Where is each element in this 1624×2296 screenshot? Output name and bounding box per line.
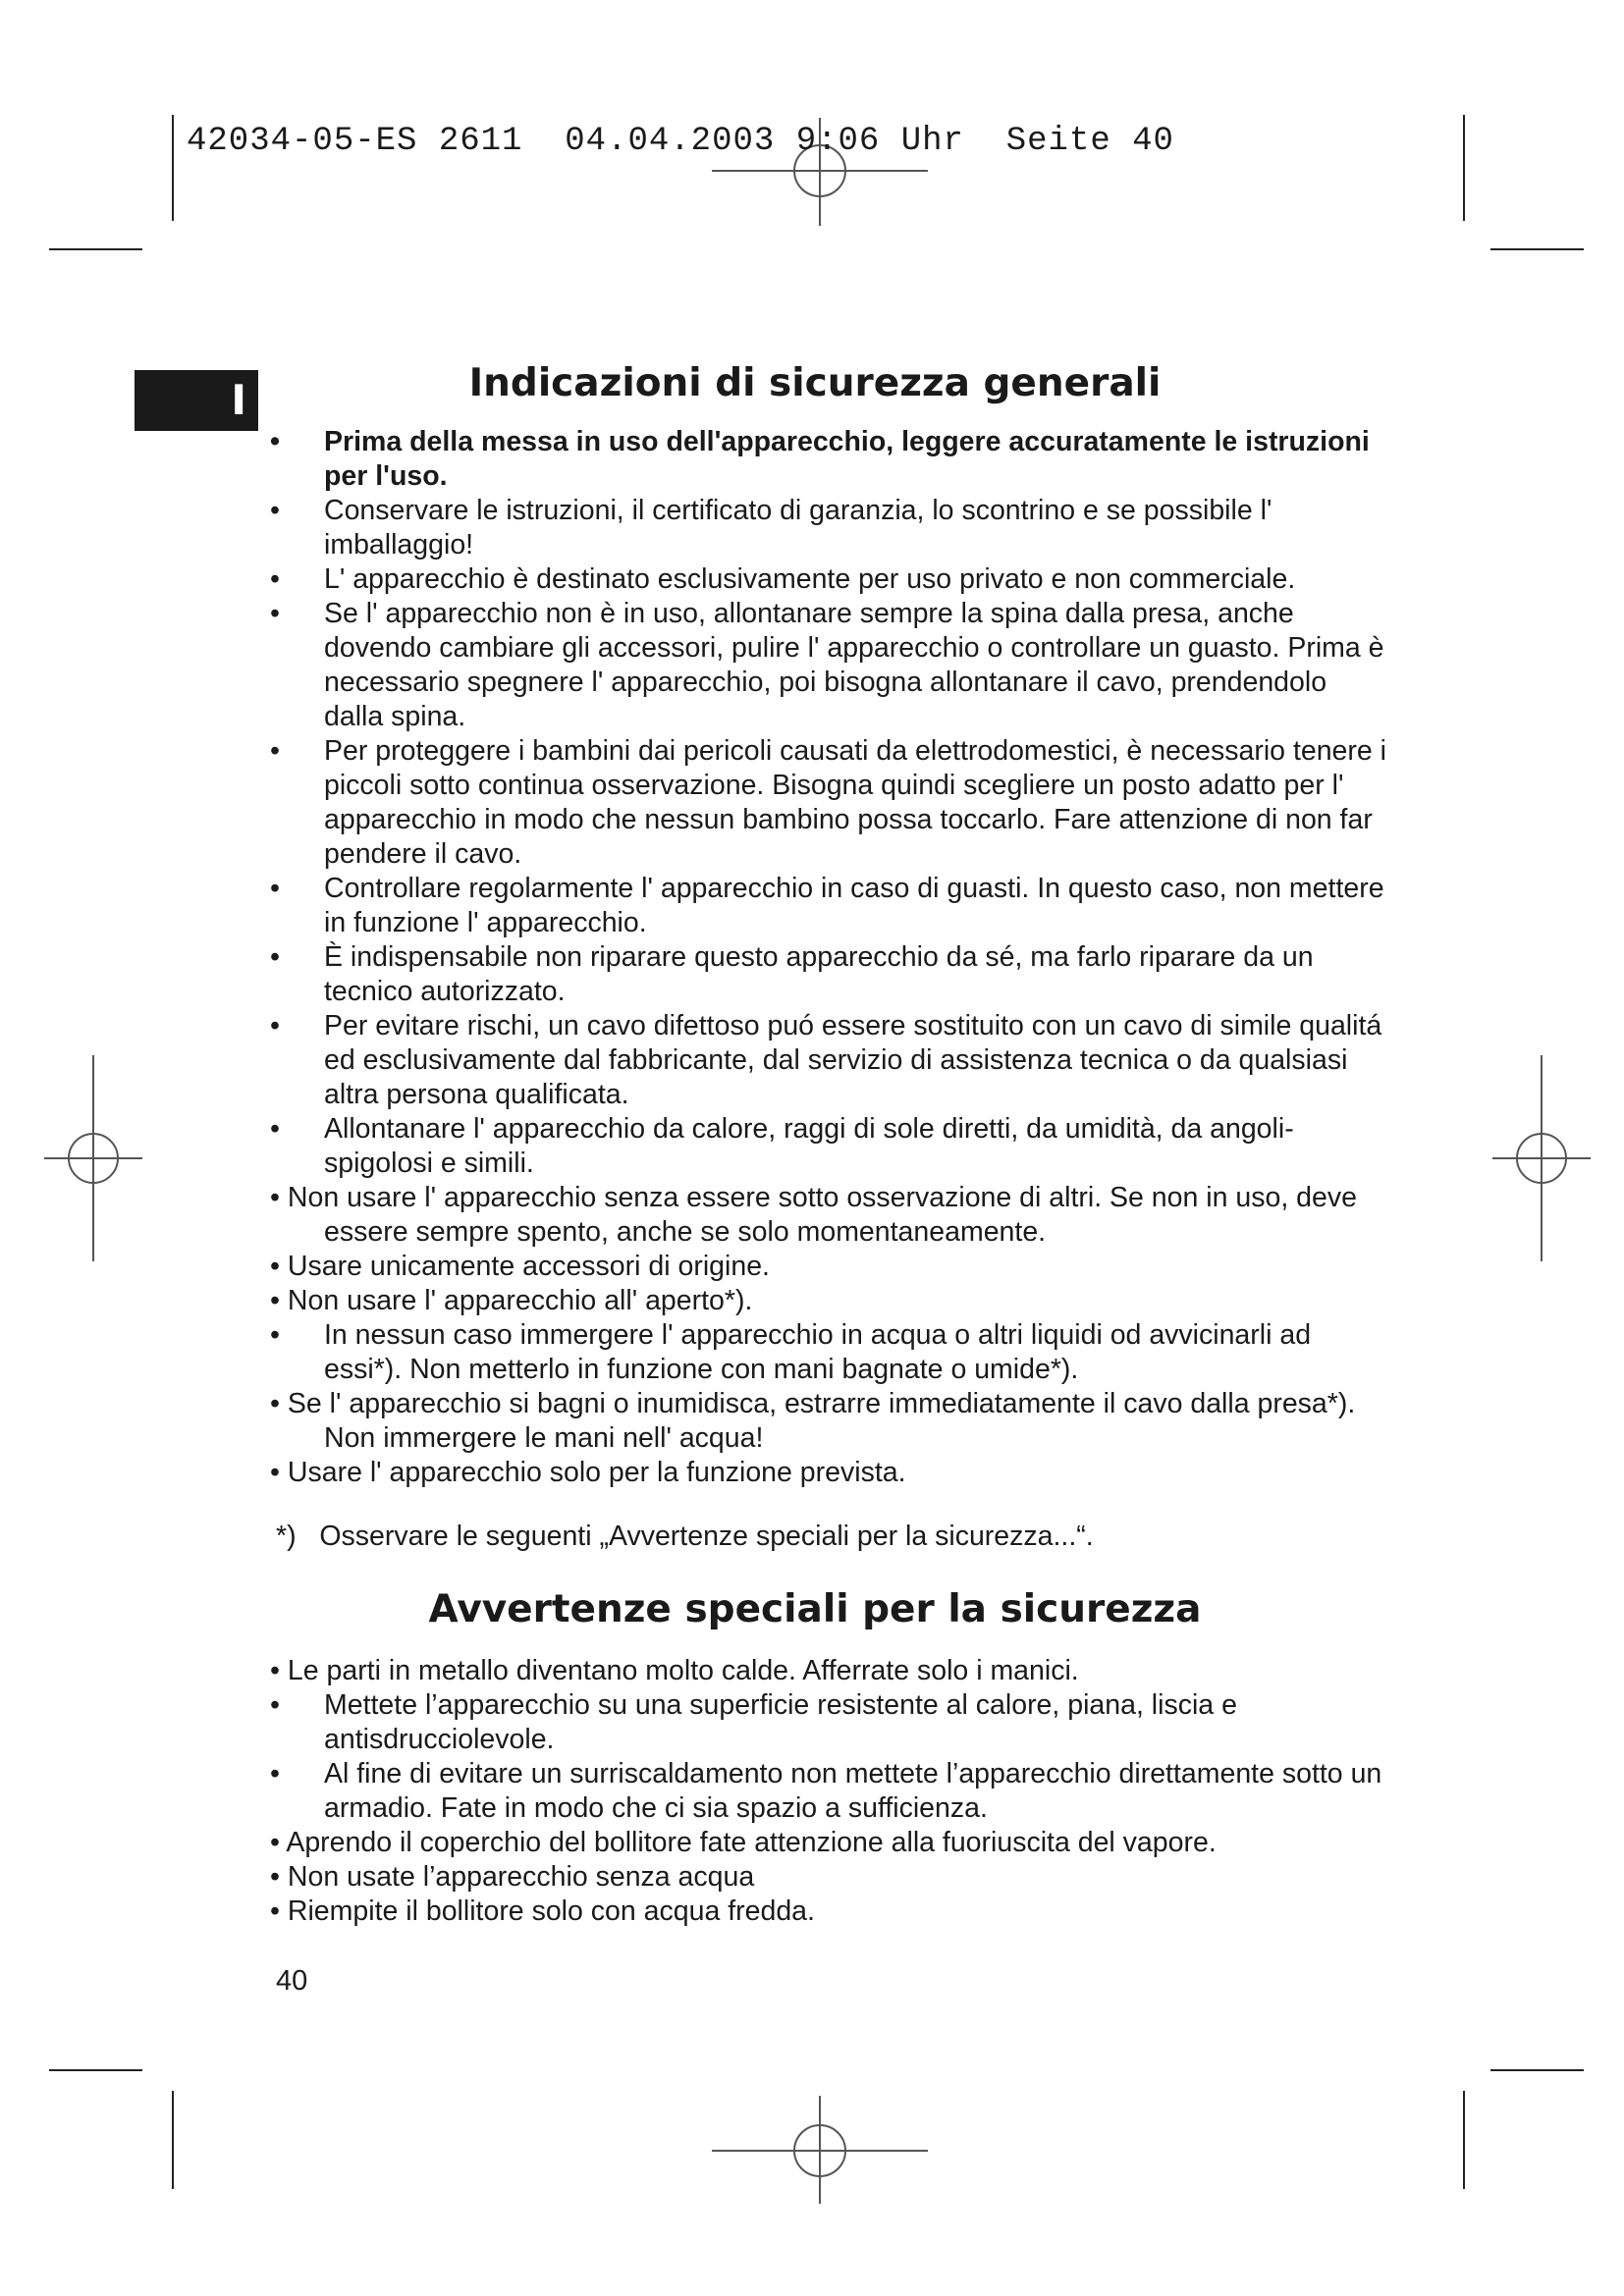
crop-mark-top-right-horizontal [1490,248,1584,250]
list-item: • L' apparecchio è destinato esclusivamente per uso privato e non commerciale. [270,562,1389,597]
list-item: • Se l' apparecchio non è in uso, allontanare sempre la spina dalla presa, anche dovendo cambiare gli accessori, pulire l' apparecchio o controllare un guasto. Prima è necessario spegnere l' apparecchio, poi bisogna allontanare il cavo, prendendolo dalla spina. [270,597,1389,734]
list-item: • Le parti in metallo diventano molto calde. Afferrate solo i manici. [270,1655,1079,1686]
registration-mark-bottom-icon [712,2096,928,2204]
language-tab [135,370,258,431]
list-item: • Al fine di evitare un surriscaldamento non mettete l’apparecchio direttamente sotto un armadio. Fate in modo che ci sia spazio a sufficienza. [270,1757,1389,1826]
crop-mark-top-left-vertical [172,115,174,221]
list-item: • Usare unicamente accessori di origine. [270,1251,770,1282]
list-item: • Se l' apparecchio si bagni o inumidisca, estrarre immediatamente il cavo dalla presa*). Non immergere le mani nell' acqua! [270,1388,1356,1454]
general-safety-list [270,425,1389,1490]
list-item: • Non usate l’apparecchio senza acqua [270,1861,755,1893]
registration-mark-left-icon [44,1055,142,1261]
list-item: • Non usare l' apparecchio senza essere sotto osservazione di altri. Se non in uso, deve essere sempre spento, anche se solo momentaneamente. [270,1182,1357,1248]
list-item: • È indispensabile non riparare questo apparecchio da sé, ma farlo riparare da un tecnico autorizzato. [270,940,1389,1009]
crop-mark-bottom-right-vertical [1463,2091,1465,2189]
section-heading-special-safety: Avvertenze speciali per la sicurezza [428,1587,1202,1631]
list-item: • In nessun caso immergere l' apparecchio in acqua o altri liquidi od avvicinarli ad essi*). Non metterlo in funzione con mani bagnate o umide*). [270,1318,1389,1387]
list-item: • Controllare regolarmente l' apparecchio in caso di guasti. In questo caso, non mettere in funzione l' apparecchio. [270,872,1389,940]
list-item: • Conservare le istruzioni, il certificato di garanzia, lo scontrino e se possibile l' imballaggio! [270,494,1389,562]
print-slug-header: 42034-05-ES 2611 04.04.2003 9:06 Uhr Seite 40 [187,123,1174,160]
page-number: 40 [276,1965,308,1997]
crop-mark-bottom-left-horizontal [49,2069,142,2071]
crop-mark-bottom-left-vertical [172,2091,174,2189]
special-safety-list [270,1654,1389,1929]
list-item: • Usare l' apparecchio solo per la funzione prevista. [270,1457,906,1488]
language-tab-label: I [231,376,246,424]
list-item: • Aprendo il coperchio del bollitore fate attenzione alla fuoriuscita del vapore. [270,1827,1217,1858]
crop-mark-top-left-horizontal [49,248,142,250]
section-heading-general-safety: Indicazioni di sicurezza generali [468,361,1162,405]
list-item: • Per proteggere i bambini dai pericoli causati da elettrodomestici, è necessario tenere i piccoli sotto continua osservazione. Bisogna quindi scegliere un posto adatto per l' apparecchio in modo che nessun bambino possa toccarlo. Fare attenzione di non far pendere il cavo. [270,734,1389,872]
crop-mark-bottom-right-horizontal [1490,2069,1584,2071]
footnote: *) Osservare le seguenti „Avvertenze speciali per la sicurezza...“. [276,1521,1094,1552]
crop-mark-top-right-vertical [1463,115,1465,221]
registration-mark-right-icon [1492,1055,1591,1261]
list-item: • Riempite il bollitore solo con acqua fredda. [270,1896,815,1927]
list-item: • Non usare l' apparecchio all' aperto*). [270,1285,753,1316]
list-item: • Prima della messa in uso dell'apparecchio, leggere accuratamente le istruzioni per l'uso. [270,425,1389,494]
list-item: • Allontanare l' apparecchio da calore, raggi di sole diretti, da umidità, da angoli-spigolosi e simili. [270,1112,1389,1181]
list-item: • Mettete l’apparecchio su una superficie resistente al calore, piana, liscia e antisdrucciolevole. [270,1688,1389,1757]
list-item: • Per evitare rischi, un cavo difettoso puó essere sostituito con un cavo di simile qualitá ed esclusivamente dal fabbricante, dal servizio di assistenza tecnica o da qualsiasi altra persona qualificata. [270,1009,1389,1112]
